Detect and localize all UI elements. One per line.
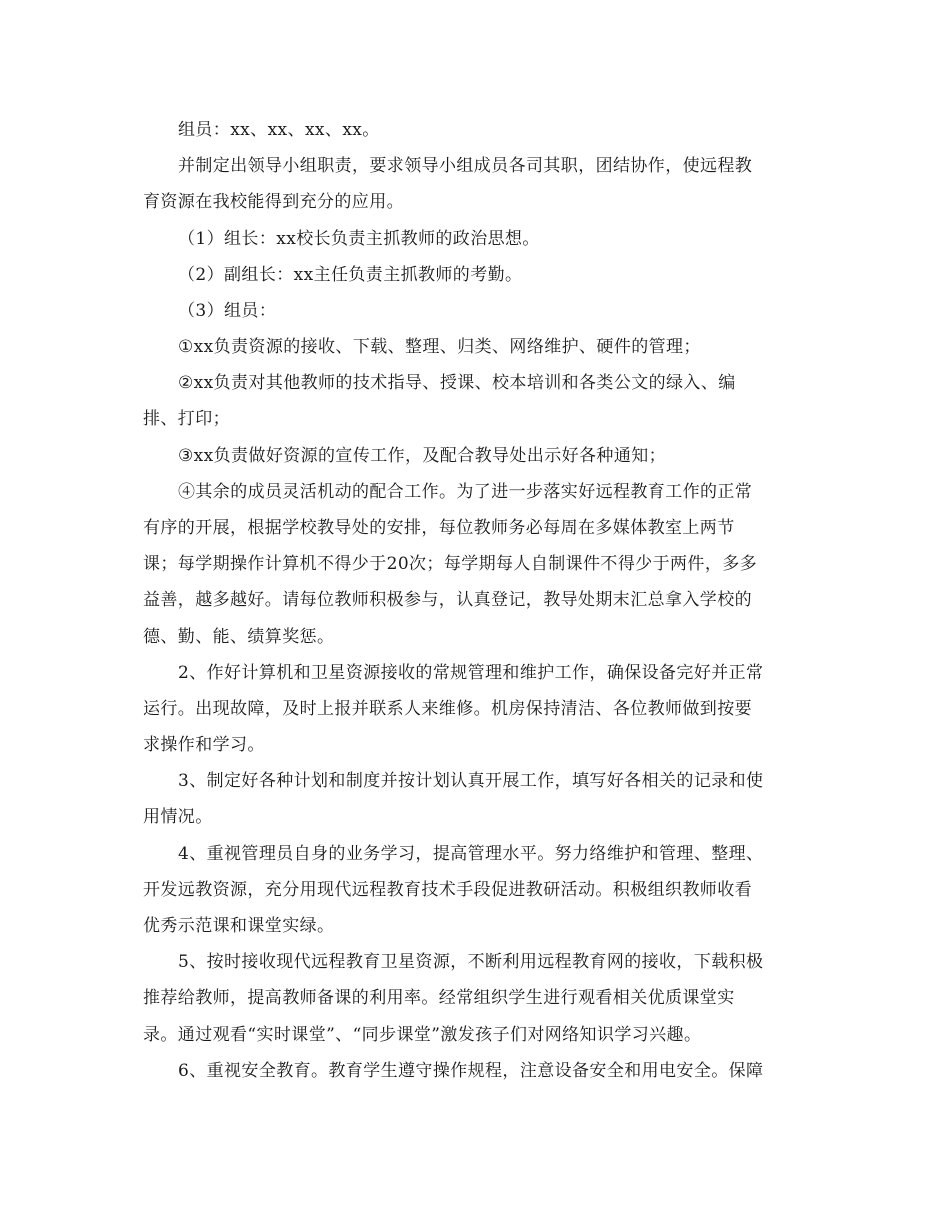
text-line: 5、按时接收现代远程教育卫星资源，不断利用远程教育网的接收，下载积极	[178, 952, 764, 972]
text-line: 推荐给教师，提高教师备课的利用率。经常组织学生进行观看相关优质课堂实	[143, 988, 735, 1008]
text-line: 录。通过观看“实时课堂”、“同步课堂”激发孩子们对网络知识学习兴趣。	[143, 1025, 702, 1045]
text-line: ②xx负责对其他教师的技术指导、授课、校本培训和各类公文的绿入、编	[178, 373, 736, 393]
text-line: 德、勤、能、绩算奖惩。	[143, 627, 335, 647]
text-line: 益善，越多越好。请每位教师积极参与，认真登记，教导处期末汇总拿入学校的	[143, 590, 752, 610]
text-line: 组员：xx、xx、xx、xx。	[178, 120, 380, 140]
text-line: ③xx负责做好资源的宣传工作，及配合教导处出示好各种通知；	[178, 446, 667, 466]
text-line: ④其余的成员灵活机动的配合工作。为了进一步落实好远程教育工作的正常	[178, 482, 753, 502]
text-line: 用情况。	[143, 807, 213, 827]
text-line: 3、制定好各种计划和制度并按计划认真开展工作，填写好各相关的记录和使	[178, 771, 764, 791]
text-line: （3）组员：	[178, 301, 277, 321]
text-line: （2）副组长：xx主任负责主抓教师的考勤。	[178, 265, 523, 285]
text-line: 2、作好计算机和卫星资源接收的常规管理和维护工作，确保设备完好并正常	[178, 663, 764, 683]
text-line: 育资源在我校能得到充分的应用。	[143, 192, 404, 212]
text-line: 开发远教资源，充分用现代远程教育技术手段促进教研活动。积极组织教师收看	[143, 880, 752, 900]
text-line: ①xx负责资源的接收、下载、整理、归类、网络维护、硬件的管理；	[178, 337, 701, 357]
text-line: 并制定出领导小组职责，要求领导小组成员各司其职，团结协作，使远程教	[178, 156, 753, 176]
text-line: 求操作和学习。	[143, 735, 265, 755]
text-line: 有序的开展，根据学校教导处的安排，每位教师务必每周在多媒体教室上两节	[143, 518, 735, 538]
text-line: 排、打印；	[143, 409, 230, 429]
text-line: 优秀示范课和课堂实绿。	[143, 916, 335, 936]
text-line: 运行。出现故障，及时上报并联系人来维修。机房保持清洁、各位教师做到按要	[143, 699, 752, 719]
text-line: （1）组长：xx校长负责主抓教师的政治思想。	[178, 229, 540, 249]
text-line: 4、重视管理员自身的业务学习，提高管理水平。努力络维护和管理、整理、	[178, 844, 764, 864]
text-line: 课；每学期操作计算机不得少于20次；每学期每人自制课件不得少于两件，多多	[143, 554, 758, 574]
text-line: 6、重视安全教育。教育学生遵守操作规程，注意设备安全和用电安全。保障	[178, 1061, 764, 1081]
